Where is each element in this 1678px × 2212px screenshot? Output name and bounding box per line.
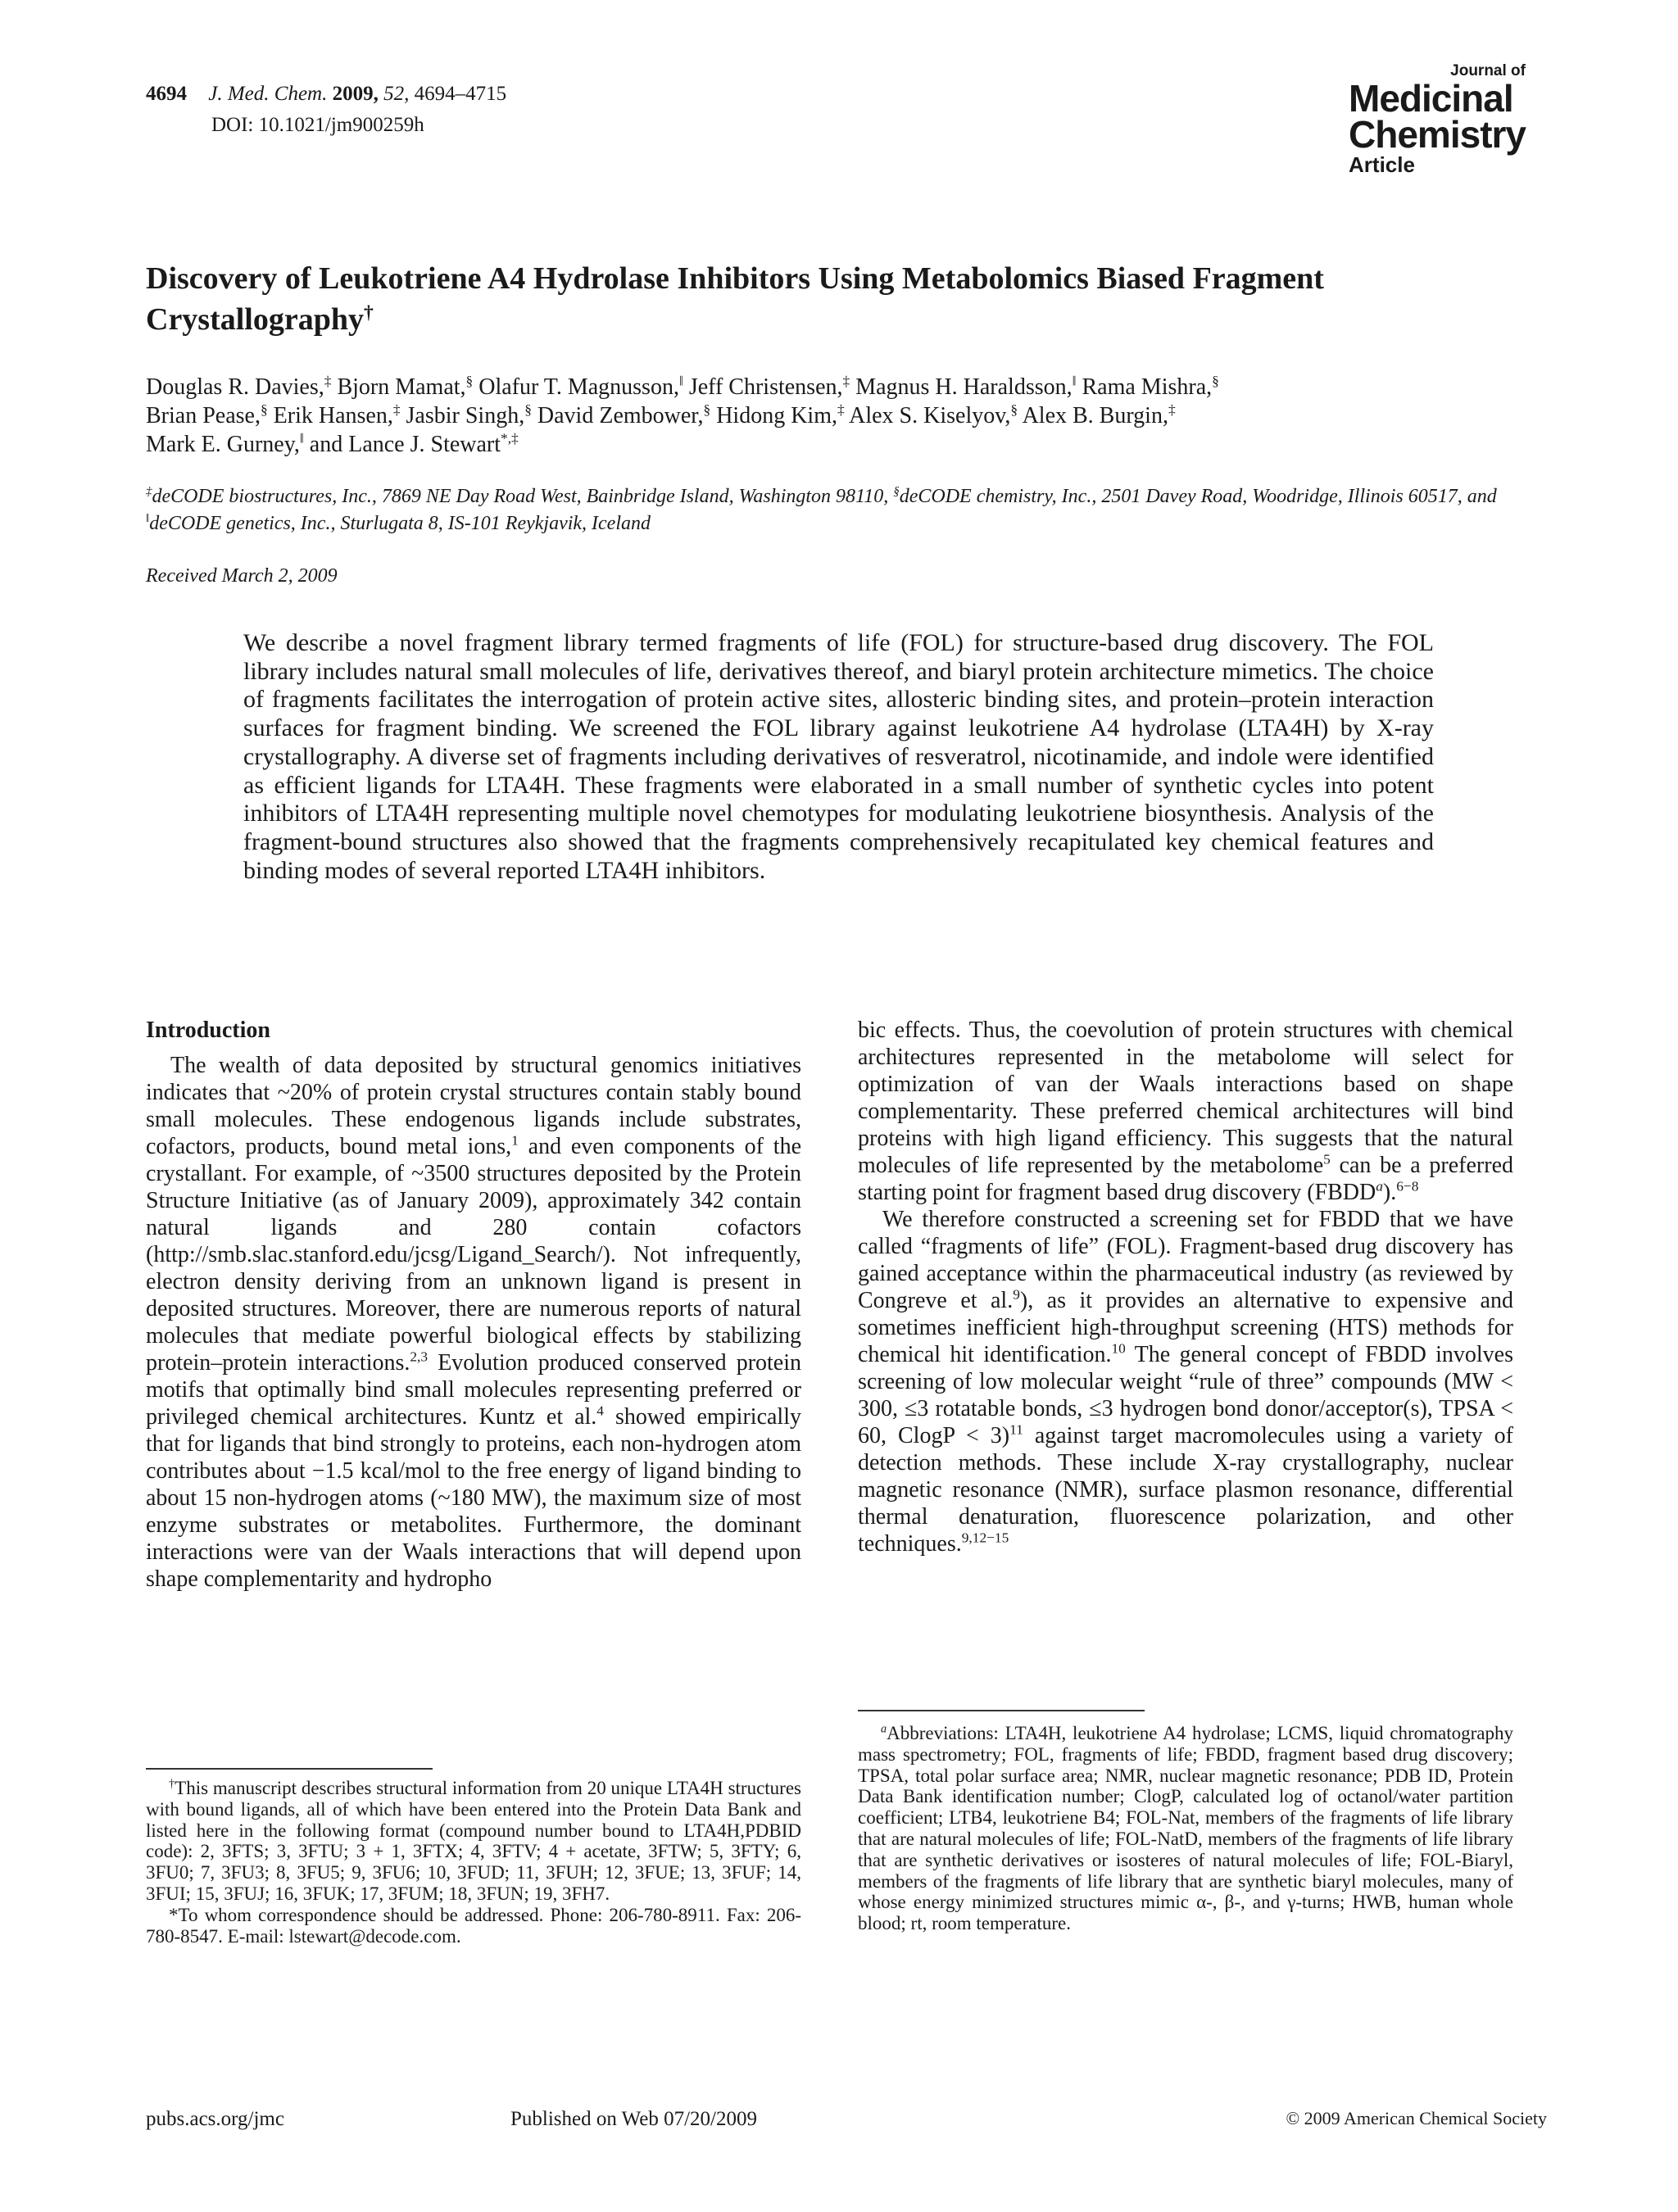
author: Rama Mishra,§ — [1082, 373, 1219, 400]
footnotes-left — [146, 1778, 801, 1947]
footnote-abbreviations: $^a$Abbreviations: LTA4H, leukotriene A4 hydrolase; LCMS, liquid chromatography mass spectrometry; FOL, fragments of life; FBDD, fragment based drug discovery; TPSA, total polar surface area; NMR, nuclear magnetic resonance; PDB ID, Protein Data Bank identification number; ClogP, calculated log of octanol/water partition coefficient; LTB4, leukotriene B4; FOL-Nat, members of the fragments of life library that are natural molecules of life; FOL-NatD, members of the fragments of life library that are synthetic derivatives or isosteres of natural molecules of life; FOL-Biaryl, members of the fragments of life library that are synthetic biaryl molecules, many of whose energy minimized structures mimic α-, β-, and γ-turns; HWB, human whole blood; rt, room temperature. — [858, 1722, 1513, 1934]
journal-abbrev: J. Med. Chem. — [208, 83, 328, 105]
citation-volume: 52, — [383, 83, 410, 105]
logo-medicinal: Medicinal — [1349, 77, 1513, 120]
footnote-dagger: †This manuscript describes structural information from 20 unique LTA4H structures with bound ligands, all of which have been entered into the Protein Data Bank and listed here in the following format (compound number bound to LTA4H,PDBID code): 2, 3FTS; 3, 3FTU; 3 + 1, 3FTX; 4, 3FTV; 4 + acetate, 3FTW; 5, 3FTY; 6, 3FU0; 7, 3FU3; 8, 3FU5; 9, 3FU6; 10, 3FUD; 11, 3FUH; 12, 3FUE; 13, 3FUF; 14, 3FUI; 15, 3FUJ; 16, 3FUK; 17, 3FUM; 18, 3FUN; 19, 3FH7. — [146, 1777, 801, 1904]
logo-article-type: Article — [1349, 152, 1415, 177]
footnote-rule-left — [146, 1768, 433, 1770]
footnote-correspondence: *To whom correspondence should be addressed. Phone: 206-780-8911. Fax: 206-780-8547. E-mail: lstewart@decode.com. — [146, 1904, 801, 1947]
paper-title-text: Discovery of Leukotriene A4 Hydrolase Inhibitors Using Metabolomics Biased Fragment Crystallography — [146, 261, 1324, 337]
author: Olafur T. Magnusson,‖ — [478, 373, 683, 400]
body-paragraph-continued: bic effects. Thus, the coevolution of protein structures with chemical architectures represented in the metabolome will select for optimization of van der Waals interactions based on shape complementarity. These preferred chemical architectures will bind proteins with high ligand efficiency. This suggests that the natural molecules of life represented by the metabolome$^5$ can be a preferred starting point for fragment based drug discovery (FBDD$^a$).$^{6-8}$ — [858, 1018, 1514, 1205]
copyright: © 2009 American Chemical Society — [1286, 2108, 1547, 2128]
footnote-rule-right — [858, 1710, 1145, 1711]
author: Jasbir Singh,§ — [406, 401, 532, 428]
author: Hidong Kim,‡ — [716, 401, 845, 428]
author-list — [146, 373, 1539, 459]
author: Jeff Christensen,‡ — [688, 373, 850, 400]
author: Brian Pease,§ — [146, 401, 268, 428]
title-footnote-mark: † — [364, 301, 374, 324]
received-date: Received March 2, 2009 — [146, 565, 338, 587]
citation-year: 2009, — [332, 83, 379, 105]
publication-date: Published on Web 07/20/2009 — [510, 2108, 758, 2130]
body-paragraph: We therefore constructed a screening set for FBDD that we have called “fragments of life” (FOL). Fragment-based drug discovery has gained acceptance within the pharmaceutical industry (as reviewed by Congreve et al.$^9$), as it provides an alternative to expensive and sometimes inefficient high-throughput screening (HTS) methods for chemical hit identification.$^{10}$ The general concept of FBDD involves screening of low molecular weight “rule of three” compounds (MW < 300, ≤3 rotatable bonds, ≤3 hydrogen bond donor/acceptor(s), TPSA < 60, ClogP < 3)$^{11}$ against target macromolecules using a variety of detection methods. These include X-ray crystallography, nuclear magnetic resonance (NMR), surface plasmon resonance, differential thermal denaturation, fluorescence polarization, and other techniques.$^{9,12-15}$ — [858, 1207, 1514, 1557]
author: and Lance J. Stewart*,‡ — [309, 430, 519, 457]
author: Bjorn Mamat,§ — [337, 373, 474, 400]
author: Erik Hansen,‡ — [273, 401, 401, 428]
body-paragraph: The wealth of data deposited by structural genomics initiatives indicates that ~20% of protein crystal structures contain stably bound small molecules. These endogenous ligands include substrates, cofactors, products, bound metal ions,$^1$ and even components of the crystallant. For example, of ~3500 structures deposited by the Protein Structure Initiative (as of January 2009), approximately 342 contain natural ligands and 280 contain cofactors (http://smb.slac.stanford.edu/jcsg/Ligand_Search/). Not infrequently, electron density deriving from an unknown ligand is present in deposited structures. Moreover, there are numerous reports of natural molecules that mediate powerful biological effects by stabilizing protein–protein interactions.$^{2,3}$ Evolution produced conserved protein motifs that optimally bind small molecules representing preferred or privileged chemical architectures. Kuntz et al.$^4$ showed empirically that for ligands that bind strongly to proteins, each non-hydrogen atom contributes about −1.5 kcal/mol to the free energy of ligand binding to about 15 non-hydrogen atoms (~180 MW), the maximum size of most enzyme substrates or metabolites. Furthermore, the dominant interactions were van der Waals interactions that will depend upon shape complementarity and hydropho — [146, 1053, 802, 1592]
author: Alex B. Burgin,‡ — [1022, 401, 1176, 428]
citation-line — [146, 80, 506, 108]
logo-journal-of: Journal of — [1450, 62, 1526, 79]
doi: DOI: 10.1021/jm900259h — [211, 114, 424, 136]
citation-pages: 4694–4715 — [414, 83, 507, 105]
author: Mark E. Gurney,‖ — [146, 430, 304, 457]
footnotes-right — [858, 1723, 1513, 1934]
section-heading-introduction: Introduction — [146, 1018, 270, 1043]
journal-url: pubs.acs.org/jmc — [146, 2108, 284, 2130]
paper-title — [146, 258, 1539, 340]
column-left — [146, 1017, 801, 1593]
journal-logo — [1349, 62, 1526, 177]
affiliations: ‡deCODE biostructures, Inc., 7869 NE Day Road West, Bainbridge Island, Washington 98110, §deCODE chemistry, Inc., 2501 Davey Road, Woodridge, Illinois 60517, and ‖deCODE genetics, Inc., Sturlugata 8, IS-101 Reykjavik, Iceland — [146, 485, 1497, 534]
author: Alex S. Kiselyov,§ — [849, 401, 1018, 428]
author: Douglas R. Davies,‡ — [146, 373, 332, 400]
logo-chemistry: Chemistry — [1349, 113, 1526, 156]
page-number: 4694 — [146, 83, 187, 105]
abstract: We describe a novel fragment library termed fragments of life (FOL) for structure-based drug discovery. The FOL library includes natural small molecules of life, derivatives thereof, and biaryl protein architecture mimetics. The choice of fragments facilitates the interrogation of protein active sites, allosteric binding sites, and protein–protein interaction surfaces for fragment binding. We screened the FOL library against leukotriene A4 hydrolase (LTA4H) by X-ray crystallography. A diverse set of fragments including derivatives of resveratrol, nicotinamide, and indole were identified as efficient ligands for LTA4H. These fragments were elaborated in a small number of synthetic cycles into potent inhibitors of LTA4H representing multiple novel chemotypes for modulating leukotriene biosynthesis. Analysis of the fragment-bound structures also showed that the fragments comprehensively recapitulated key chemical features and binding modes of several reported LTA4H inhibitors. — [243, 629, 1434, 884]
column-right — [858, 1017, 1513, 1557]
author: David Zembower,§ — [537, 401, 711, 428]
author: Magnus H. Haraldsson,‖ — [855, 373, 1077, 400]
